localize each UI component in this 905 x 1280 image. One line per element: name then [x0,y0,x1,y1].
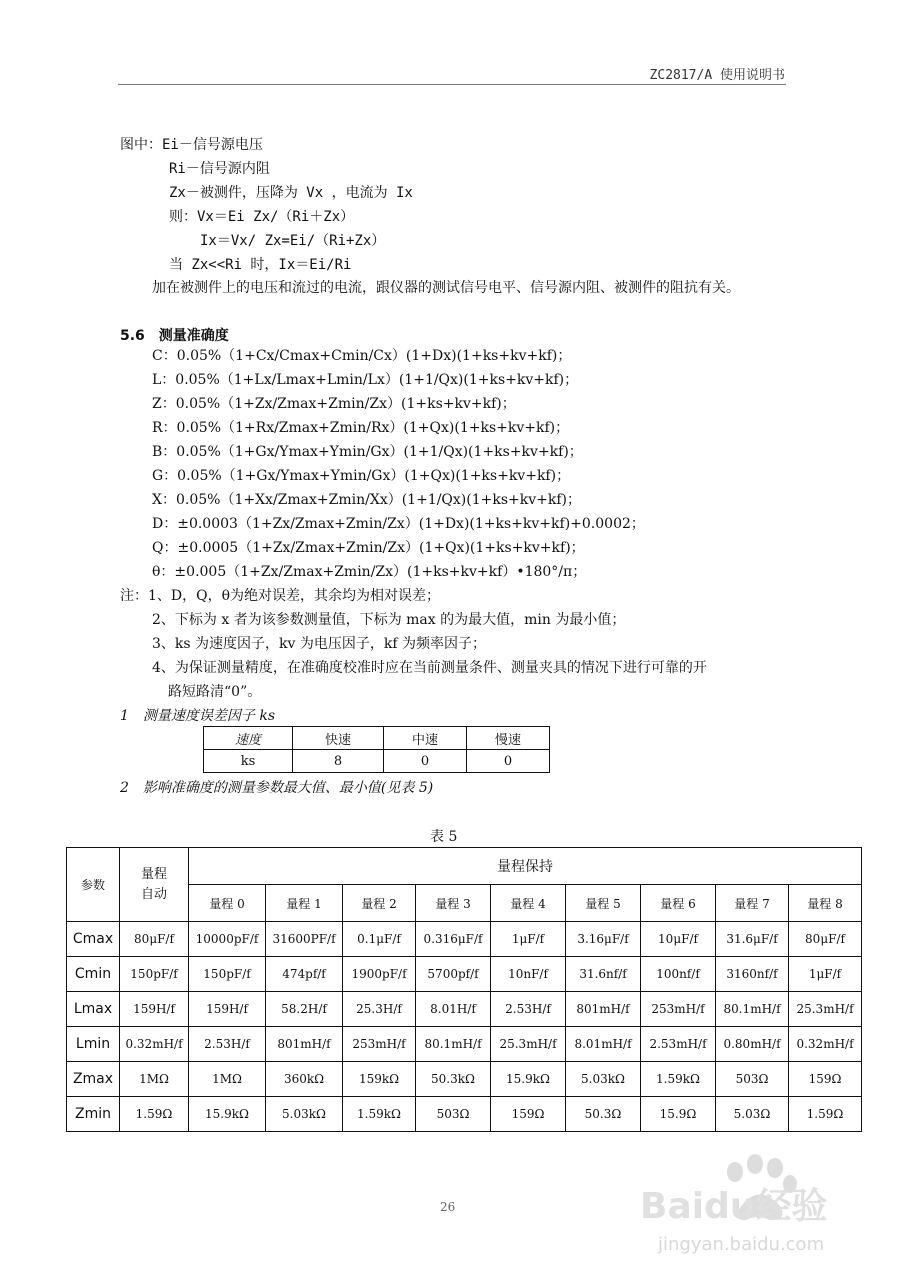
value-cell: 1900pF/f [343,957,416,992]
param-cell: Zmax [67,1062,120,1097]
value-cell: 8.01H/f [416,992,491,1027]
table5-caption: 表 5 [430,829,458,845]
value-cell: 80.1mH/f [716,992,789,1027]
value-cell: 50.3Ω [566,1097,641,1132]
table5-row [67,1027,862,1062]
ks-subtitle: 1 测量速度误差因子 ks [120,708,276,724]
header-divider [118,84,786,85]
table5-header-row [67,848,862,885]
value-cell: 31.6μF/f [716,922,789,957]
range-header-cell: 量程 4 [491,885,566,922]
ks-header-cell: 快速 [293,727,384,750]
value-cell: 10nF/f [491,957,566,992]
value-cell: 2.53mH/f [641,1027,716,1062]
formula-line: Q：±0.0005（1+Zx/Zmax+Zmin/Zx）(1+Qx)(1+ks+kv+kf)； [152,540,585,556]
watermark-url: jingyan.baidu.com [658,1234,825,1255]
value-cell: 2.53H/f [189,1027,266,1062]
intro-paragraph: 加在被测件上的电压和流过的电流，跟仪器的测试信号电平、信号源内阻、被测件的阻抗有关。 [152,280,740,296]
value-cell: 1.59Ω [120,1097,189,1132]
ks-table-header-row [204,727,550,750]
note-line-2: 2、下标为 x 者为该参数测量值，下标为 max 的为最大值，min 为最小值； [152,612,626,628]
table5-subtitle: 2 影响准确度的测量参数最大值、最小值(见表 5) [120,780,434,796]
value-cell: 0.80mH/f [716,1027,789,1062]
value-cell: 159kΩ [343,1062,416,1097]
table5-row [67,957,862,992]
value-cell: 10μF/f [641,922,716,957]
value-cell: 801mH/f [566,992,641,1027]
page-number: 26 [440,1200,456,1214]
note-line-5: 路短路清“0”。 [168,684,262,700]
formula-line: C：0.05%（1+Cx/Cmax+Cmin/Cx）(1+Dx)(1+ks+kv+kf)； [152,348,572,364]
auto-range-header: 量程 自动 [120,848,189,922]
formula-line: D：±0.0003（1+Zx/Zmax+Zmin/Zx）(1+Dx)(1+ks+kv+kf)+0.0002； [152,516,645,532]
value-cell: 150pF/f [189,957,266,992]
formula-line: θ：±0.005（1+Zx/Zmax+Zmin/Zx）(1+ks+kv+kf）•180°/π； [152,564,587,580]
value-cell: 100nf/f [641,957,716,992]
value-cell: 0.316μF/f [416,922,491,957]
value-cell: 1.59kΩ [343,1097,416,1132]
value-cell: 159Ω [789,1062,862,1097]
formula-line: X：0.05%（1+Xx/Zmax+Zmin/Xx）(1+1/Qx)(1+ks+kv+kf)； [152,492,582,508]
value-cell: 150pF/f [120,957,189,992]
ks-table-row [204,750,550,773]
value-cell: 5700pf/f [416,957,491,992]
value-cell: 80μF/f [789,922,862,957]
value-cell: 503Ω [716,1062,789,1097]
note-line-3: 3、ks 为速度因子，kv 为电压因子，kf 为频率因子； [152,636,486,652]
intro-line-5: Ix＝Vx/ Zx=Ei/（Ri+Zx） [200,233,386,249]
value-cell: 1.59Ω [789,1097,862,1132]
value-cell: 8.01mH/f [566,1027,641,1062]
value-cell: 1μF/f [789,957,862,992]
formula-line: R：0.05%（1+Rx/Zmax+Zmin/Rx）(1+Qx)(1+ks+kv+kf)； [152,420,570,436]
value-cell: 31600PF/f [266,922,343,957]
ks-cell: 0 [384,750,467,773]
intro-line-3: Zx－被测件，压降为 Vx ，电流为 Ix [169,185,413,201]
value-cell: 5.03kΩ [566,1062,641,1097]
value-cell: 2.53H/f [491,992,566,1027]
value-cell: 15.9Ω [641,1097,716,1132]
param-cell: Lmax [67,992,120,1027]
value-cell: 474pf/f [266,957,343,992]
param-header: 参数 [67,848,120,922]
intro-line-6: 当 Zx<<Ri 时，Ix＝Ei/Ri [169,257,352,273]
value-cell: 801mH/f [266,1027,343,1062]
ks-table [203,726,550,773]
intro-line-4: 则：Vx＝Ei Zx/（Ri＋Zx） [169,209,355,225]
param-cell: Zmin [67,1097,120,1132]
intro-line-1: 图中：Ei－信号源电压 [120,137,263,153]
value-cell: 1MΩ [189,1062,266,1097]
document-header: ZC2817/A 使用说明书 [649,68,785,83]
table5-row [67,1062,862,1097]
value-cell: 10000pF/f [189,922,266,957]
value-cell: 1μF/f [491,922,566,957]
value-cell: 1.59kΩ [641,1062,716,1097]
range-header-cell: 量程 7 [716,885,789,922]
value-cell: 3.16μF/f [566,922,641,957]
table5-row [67,922,862,957]
value-cell: 5.03kΩ [266,1097,343,1132]
table5-row [67,1097,862,1132]
value-cell: 1MΩ [120,1062,189,1097]
range-header-cell: 量程 3 [416,885,491,922]
value-cell: 80.1mH/f [416,1027,491,1062]
range-header-cell: 量程 1 [266,885,343,922]
value-cell: 25.3H/f [343,992,416,1027]
ks-header-cell: 慢速 [467,727,550,750]
value-cell: 25.3mH/f [491,1027,566,1062]
formula-line: G：0.05%（1+Gx/Ymax+Ymin/Gx）(1+Qx)(1+ks+kv+kf)； [152,468,571,484]
value-cell: 80μF/f [120,922,189,957]
range-header-cell: 量程 6 [641,885,716,922]
value-cell: 31.6nf/f [566,957,641,992]
formula-line: L：0.05%（1+Lx/Lmax+Lmin/Lx）(1+1/Qx)(1+ks+kv+kf)； [152,372,579,388]
value-cell: 360kΩ [266,1062,343,1097]
ks-header-cell: 中速 [384,727,467,750]
watermark-logo-text: Baidu经验 [640,1186,828,1227]
formula-line: Z：0.05%（1+Zx/Zmax+Zmin/Zx）(1+ks+kv+kf)； [152,396,516,412]
ks-cell: ks [204,750,293,773]
range-header-cell: 量程 5 [566,885,641,922]
section-title: 5.6 测量准确度 [120,328,229,344]
range-header-cell: 量程 0 [189,885,266,922]
value-cell: 503Ω [416,1097,491,1132]
table5 [66,847,862,1132]
ks-cell: 0 [467,750,550,773]
value-cell: 253mH/f [641,992,716,1027]
value-cell: 50.3kΩ [416,1062,491,1097]
baidu-jingyan-watermark [640,1150,850,1260]
value-cell: 159H/f [120,992,189,1027]
ks-header-cell: 速度 [204,727,293,750]
value-cell: 58.2H/f [266,992,343,1027]
value-cell: 0.32mH/f [120,1027,189,1062]
formula-line: B：0.05%（1+Gx/Ymax+Ymin/Gx）(1+1/Qx)(1+ks+kv+kf)； [152,444,583,460]
value-cell: 0.1μF/f [343,922,416,957]
value-cell: 159Ω [491,1097,566,1132]
note-line-1: 注：1、D，Q，θ为绝对误差，其余均为相对误差； [120,588,441,604]
note-line-4: 4、为保证测量精度，在准确度校准时应在当前测量条件、测量夹具的情况下进行可靠的开 [152,660,707,676]
value-cell: 25.3mH/f [789,992,862,1027]
range-header-cell: 量程 8 [789,885,862,922]
value-cell: 3160nf/f [716,957,789,992]
value-cell: 5.03Ω [716,1097,789,1132]
intro-line-2: Ri－信号源内阻 [169,161,270,177]
range-header-cell: 量程 2 [343,885,416,922]
value-cell: 0.32mH/f [789,1027,862,1062]
hold-range-header: 量程保持 [189,848,862,885]
param-cell: Cmin [67,957,120,992]
param-cell: Lmin [67,1027,120,1062]
ks-cell: 8 [293,750,384,773]
table5-row [67,992,862,1027]
value-cell: 15.9kΩ [189,1097,266,1132]
value-cell: 159H/f [189,992,266,1027]
value-cell: 253mH/f [343,1027,416,1062]
value-cell: 15.9kΩ [491,1062,566,1097]
param-cell: Cmax [67,922,120,957]
